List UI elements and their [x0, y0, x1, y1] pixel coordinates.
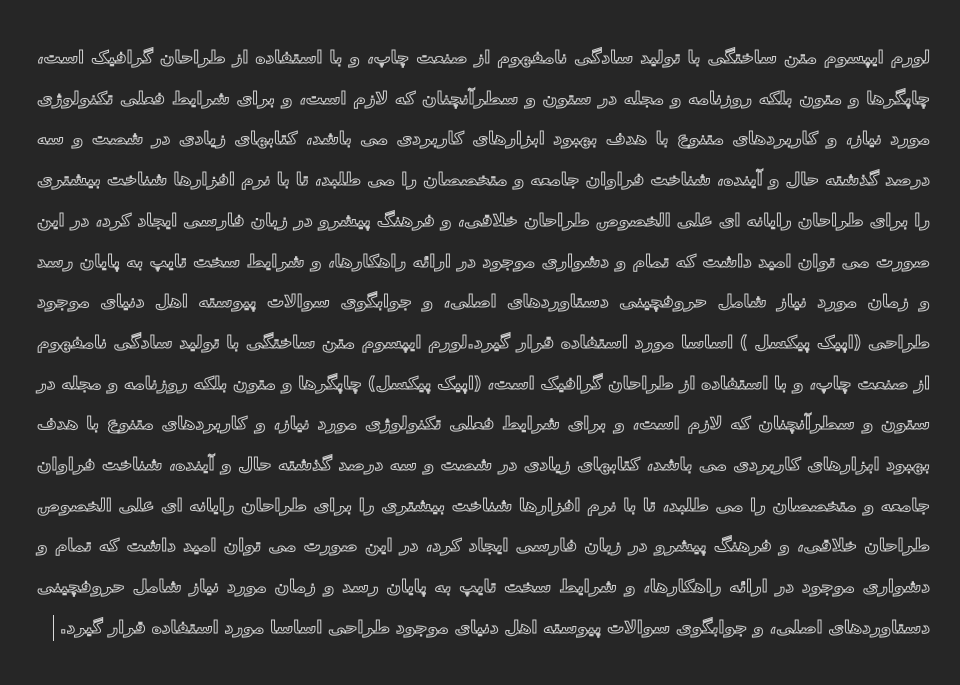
text-cursor	[53, 615, 54, 641]
editable-text-area[interactable]	[37, 38, 930, 649]
paragraph-text: لورم ایپسوم متن ساختگی با تولید سادگی نامفهوم از صنعت چاپ، و با استفاده از طراحان گرافیک است، چاپگرها و متون بلکه روزنامه و مجله در ستون و سطرآنچنان که لازم است، و برای شرایط فعلی تکنولوژی مورد نیاز، و کاربردهای متنوع با هدف بهبود ابزارهای کاربردی می باشد، کتابهای زیادی در شصت و سه درصد گذشته حال و آینده، شناخت فراوان جامعه و متخصصان را می طلبد، تا با نرم افزارها شناخت بیشتری را برای طراحان رایانه ای علی الخصوص طراحان خلاقی، و فرهنگ پیشرو در زبان فارسی ایجاد کرد، در این صورت می توان امید داشت که تمام و دشواری موجود در ارائه راهکارها، و شرایط سخت تایپ به پایان رسد و زمان مورد نیاز شامل حروفچینی دستاوردهای اصلی، و جوابگوی سوالات پیوسته اهل دنیای موجود طراحی (اپیک پیکسل ) اساسا مورد استفاده قرار گیرد.لورم ایپسوم متن ساختگی با تولید سادگی نامفهوم از صنعت چاپ، و با استفاده از طراحان گرافیک است، (اپیک پیکسل) چاپگرها و متون بلکه روزنامه و مجله در ستون و سطرآنچنان که لازم است، و برای شرایط فعلی تکنولوژی مورد نیاز، و کاربردهای متنوع با هدف بهبود ابزارهای کاربردی می باشد، کتابهای زیادی در شصت و سه درصد گذشته حال و آینده، شناخت فراوان جامعه و متخصصان را می طلبد، تا با نرم افزارها شناخت بیشتری را برای طراحان رایانه ای علی الخصوص طراحان خلاقی، و فرهنگ پیشرو در زبان فارسی ایجاد کرد، در این صورت می توان امید داشت که تمام و دشواری موجود در ارائه راهکارها، و شرایط سخت تایپ به پایان رسد و زمان مورد نیاز شامل حروفچینی دستاوردهای اصلی، و جوابگوی سوالات پیوسته اهل دنیای موجود طراحی اساسا مورد استفاده قرار گیرد.	[37, 48, 930, 638]
